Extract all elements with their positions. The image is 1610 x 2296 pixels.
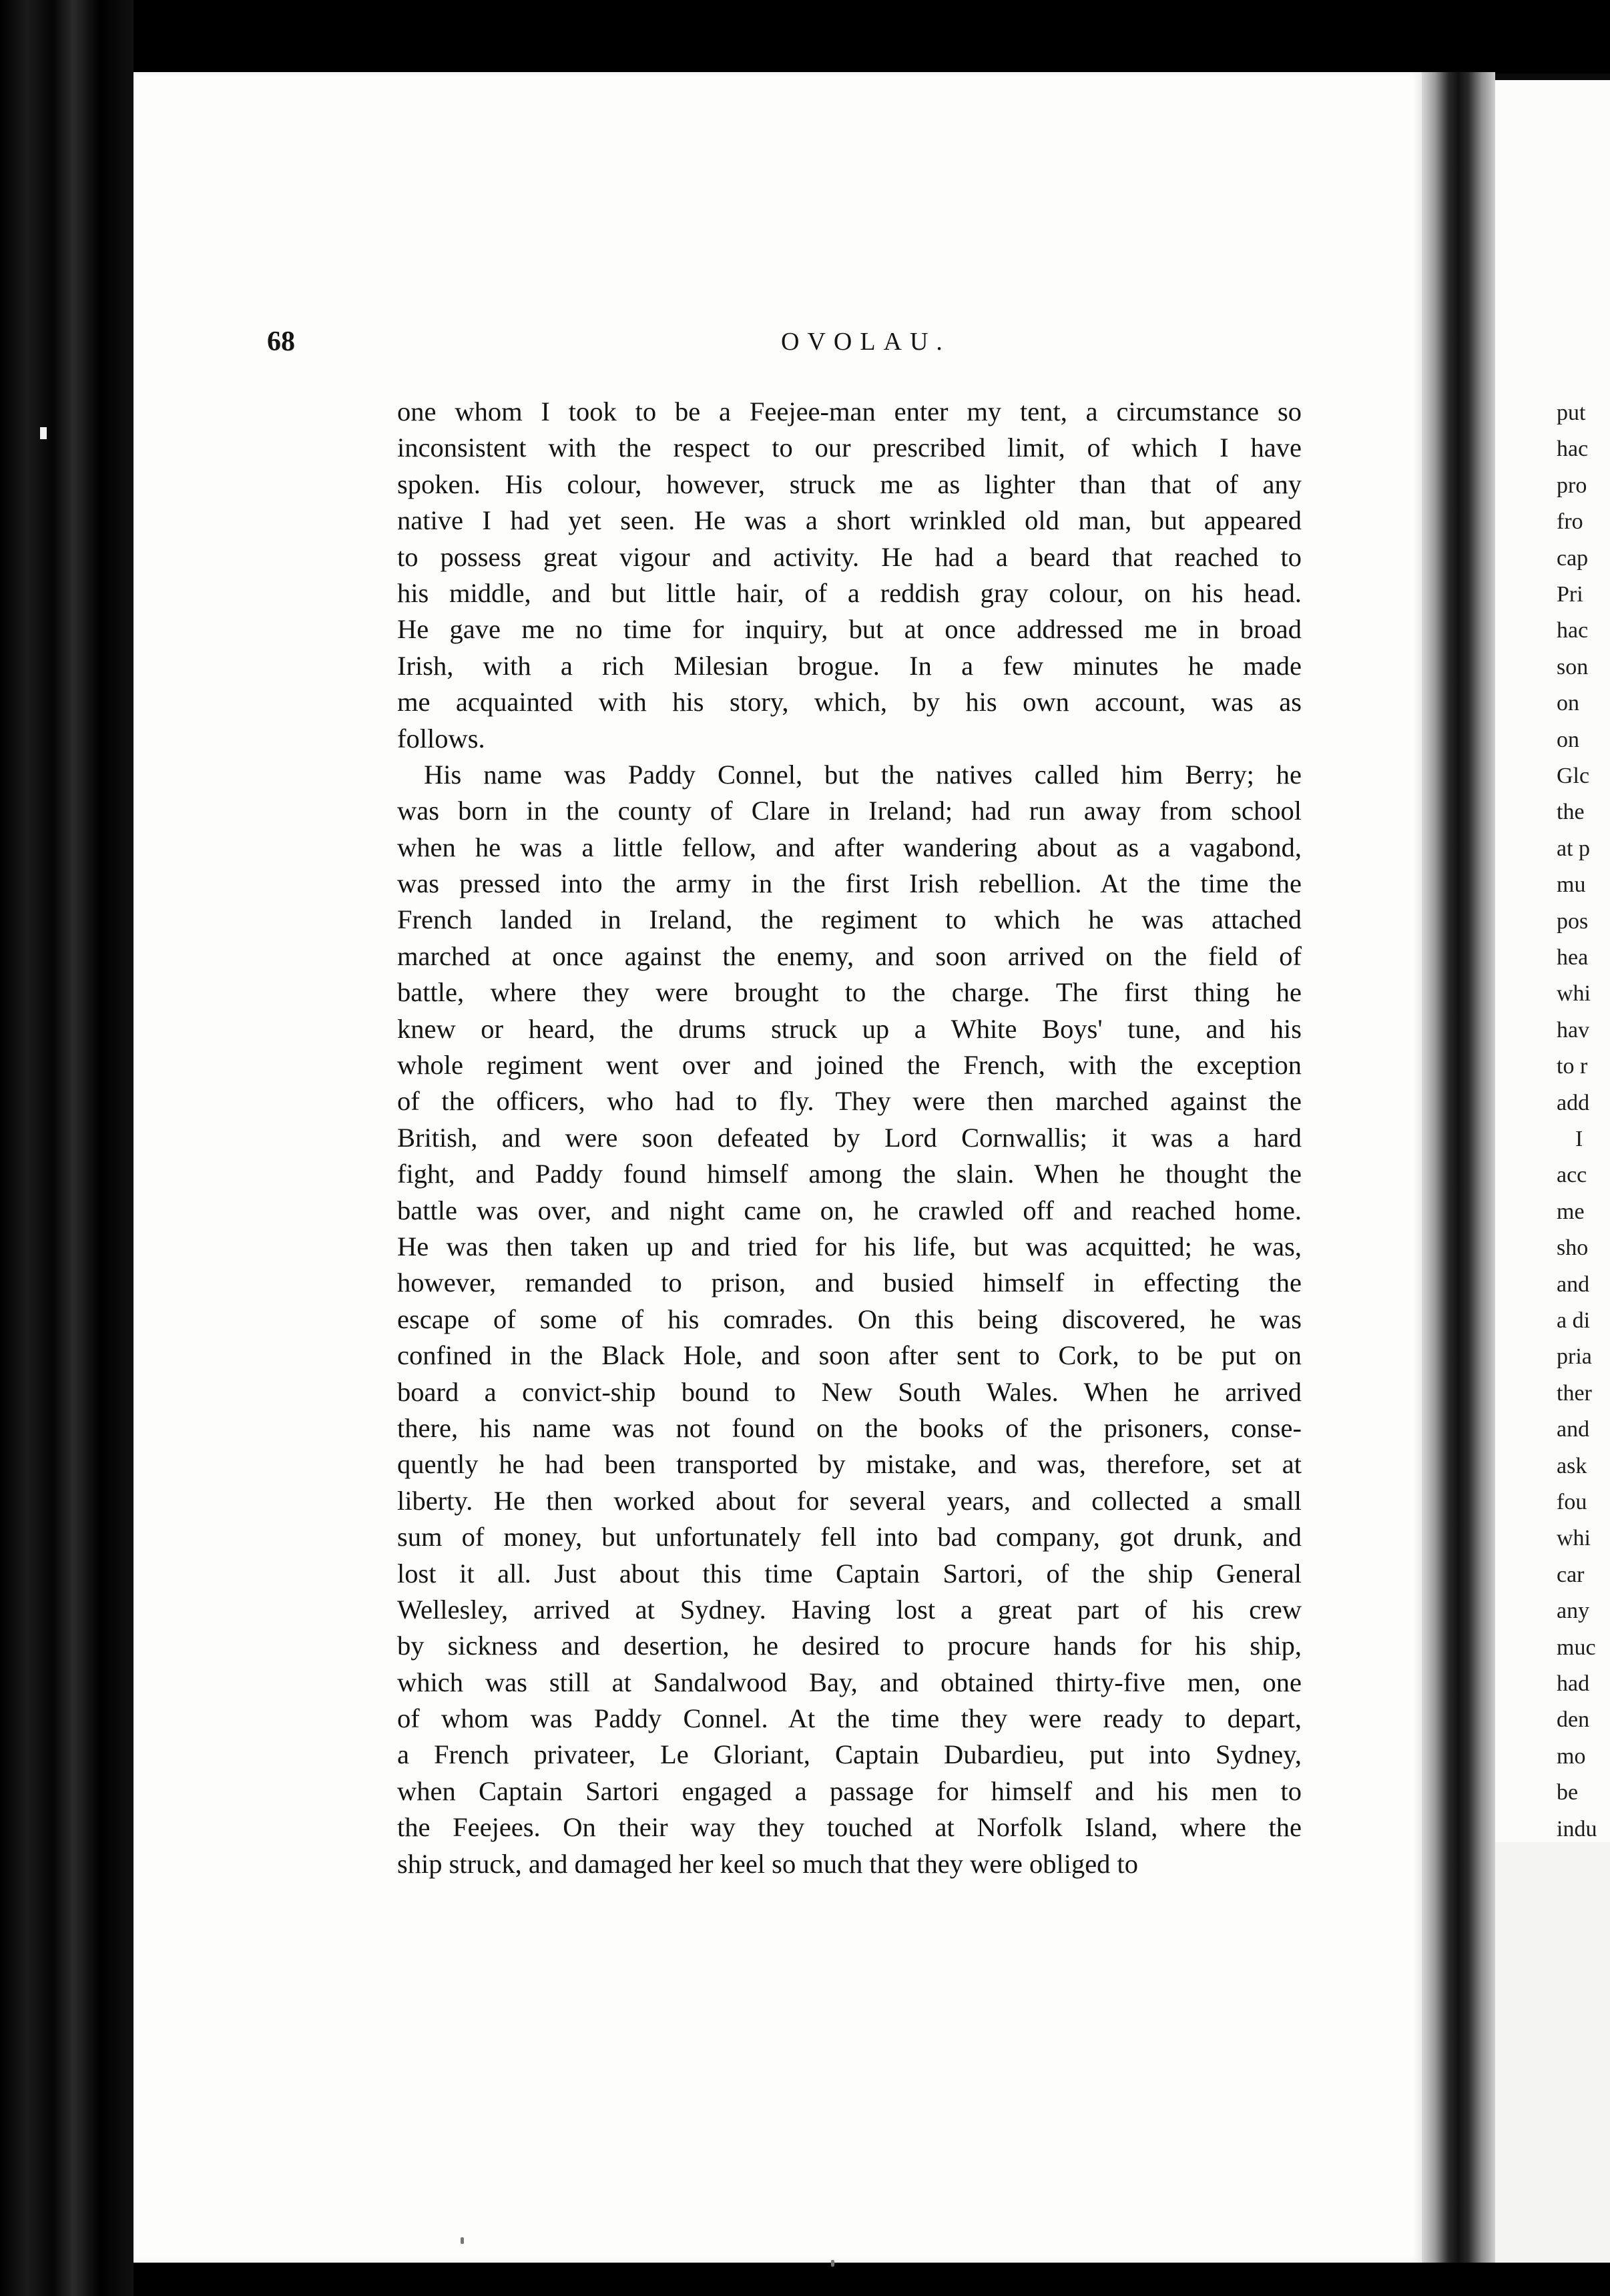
text-line: there, his name was not found on the books of the prisoners, conse- xyxy=(397,1412,1302,1443)
text-line: native I had yet seen. He was a short wrinkled old man, but appeared xyxy=(397,505,1302,536)
scanner-left-margin xyxy=(0,0,133,2296)
text-line: of whom was Paddy Connel. At the time they were ready to depart, xyxy=(397,1703,1302,1734)
facing-text-line: at p xyxy=(1557,836,1591,861)
facing-text-line: son xyxy=(1557,654,1589,679)
facing-text-line: muc xyxy=(1557,1635,1596,1660)
text-line: however, remanded to prison, and busied himself in effecting the xyxy=(397,1267,1302,1298)
text-line: His name was Paddy Connel, but the natives called him Berry; he xyxy=(424,759,1302,790)
text-line: sum of money, but unfortunately fell into bad company, got drunk, and xyxy=(397,1522,1302,1552)
facing-text-line: pos xyxy=(1557,908,1589,934)
text-line: when Captain Sartori engaged a passage for himself and his men to xyxy=(397,1775,1302,1806)
facing-text-line: me xyxy=(1557,1199,1585,1224)
text-line: knew or heard, the drums struck up a White Boys' tune, and his xyxy=(397,1013,1302,1044)
text-line: British, and were soon defeated by Lord Cornwallis; it was a hard xyxy=(397,1122,1302,1153)
text-line: He gave me no time for inquiry, but at once addressed me in broad xyxy=(397,614,1302,645)
text-line: marched at once against the enemy, and soon arrived on the field of xyxy=(397,940,1302,971)
facing-text-line: pria xyxy=(1557,1344,1592,1370)
facing-text-line: be xyxy=(1557,1780,1579,1805)
facing-text-line: den xyxy=(1557,1707,1590,1733)
facing-text-line: Glc xyxy=(1557,764,1590,788)
text-line: fight, and Paddy found himself among the slain. When he thought the xyxy=(397,1159,1302,1189)
facing-text-line: acc xyxy=(1557,1163,1587,1188)
text-line: Wellesley, arrived at Sydney. Having lost a great part of his crew xyxy=(397,1594,1302,1625)
text-line: inconsistent with the respect to our prescribed limit, of which I have xyxy=(397,433,1302,463)
scan-speck xyxy=(831,2260,834,2267)
text-line: was born in the county of Clare in Ireland; had run away from school xyxy=(397,796,1302,826)
text-line: ship struck, and damaged her keel so much that they were obliged to xyxy=(397,1848,1139,1879)
text-line: me acquainted with his story, which, by his own account, was as xyxy=(397,687,1302,718)
text-line: spoken. His colour, however, struck me as lighter than that of any xyxy=(397,469,1302,499)
text-line: escape of some of his comrades. On this being discovered, he was xyxy=(397,1304,1302,1334)
scan-speck xyxy=(461,2237,464,2244)
facing-text-line: whi xyxy=(1557,981,1591,1007)
facing-text-line: a di xyxy=(1557,1308,1591,1333)
facing-text-line: and xyxy=(1557,1271,1590,1297)
facing-text-line: car xyxy=(1557,1562,1585,1587)
text-line: to possess great vigour and activity. He had a beard that reached to xyxy=(397,541,1302,572)
facing-text-line: any xyxy=(1557,1599,1590,1624)
facing-text-line: Pri xyxy=(1557,582,1583,607)
facing-text-line: cap xyxy=(1557,545,1589,571)
facing-text-line: whi xyxy=(1557,1526,1591,1551)
text-line: Irish, with a rich Milesian brogue. In a few minutes he made xyxy=(397,650,1302,681)
text-line: whole regiment went over and joined the French, with the exception xyxy=(397,1050,1302,1081)
facing-text-line: on xyxy=(1557,691,1579,716)
text-line: confined in the Black Hole, and soon after sent to Cork, to be put on xyxy=(397,1340,1302,1371)
body-text xyxy=(397,394,1302,1882)
page-number: 68 xyxy=(267,326,295,357)
scanner-bottom-margin xyxy=(133,2263,1610,2296)
facing-text-line: fou xyxy=(1557,1490,1587,1514)
text-line: a French privateer, Le Gloriant, Captain Dubardieu, put into Sydney, xyxy=(397,1739,1302,1770)
text-line: French landed in Ireland, the regiment to which he was attached xyxy=(397,904,1302,935)
facing-text-line: mo xyxy=(1557,1743,1586,1769)
facing-text-line: hac xyxy=(1557,437,1589,462)
text-line: lost it all. Just about this time Captain Sartori, of the ship General xyxy=(397,1558,1302,1589)
text-line: quently he had been transported by mistake, and was, therefore, set at xyxy=(397,1449,1302,1480)
facing-text-line: to r xyxy=(1557,1054,1588,1079)
scanner-top-margin xyxy=(133,0,1610,73)
text-line: He was then taken up and tried for his life, but was acquitted; he was, xyxy=(397,1231,1302,1261)
text-line: of the officers, who had to fly. They were then marched against the xyxy=(397,1086,1302,1117)
text-line: by sickness and desertion, he desired to procure hands for his ship, xyxy=(397,1631,1302,1661)
facing-text-line: sho xyxy=(1557,1235,1589,1261)
facing-page-fragment xyxy=(1495,80,1610,1842)
facing-text-line: fro xyxy=(1557,509,1583,535)
facing-text-line: ther xyxy=(1557,1380,1592,1406)
text-line: follows. xyxy=(397,723,485,754)
facing-text-line: and xyxy=(1557,1417,1590,1442)
text-line: when he was a little fellow, and after wandering about as a vagabond, xyxy=(397,832,1302,862)
facing-text-line: hav xyxy=(1557,1017,1590,1043)
facing-text-line: pro xyxy=(1557,473,1587,498)
text-line: battle, where they were brought to the charge. The first thing he xyxy=(397,977,1302,1008)
text-line: battle was over, and night came on, he crawled off and reached home. xyxy=(397,1195,1302,1225)
facing-text-line: the xyxy=(1557,800,1585,825)
text-line: one whom I took to be a Feejee-man enter my tent, a circumstance so xyxy=(397,396,1302,426)
facing-page-lower xyxy=(1495,1842,1610,2263)
facing-text-line: on xyxy=(1557,727,1579,752)
text-line: liberty. He then worked about for several years, and collected a small xyxy=(397,1485,1302,1516)
facing-text-line: I xyxy=(1575,1127,1583,1151)
text-line: his middle, and but little hair, of a reddish gray colour, on his head. xyxy=(397,577,1302,608)
facing-text-line: mu xyxy=(1557,872,1586,898)
running-head: OVOLAU. xyxy=(781,328,951,356)
book-gutter xyxy=(1422,72,1495,2263)
facing-text-line: add xyxy=(1557,1090,1590,1115)
facing-text-line: put xyxy=(1557,400,1586,425)
facing-text-line: ask xyxy=(1557,1453,1587,1478)
text-line: board a convict-ship bound to New South Wales. When he arrived xyxy=(397,1376,1302,1407)
facing-text-line: hac xyxy=(1557,618,1589,643)
facing-text-line: indu xyxy=(1557,1816,1597,1841)
text-line: which was still at Sandalwood Bay, and obtained thirty-five men, one xyxy=(397,1667,1302,1697)
text-line: the Feejees. On their way they touched at Norfolk Island, where the xyxy=(397,1812,1302,1843)
text-line: was pressed into the army in the first Irish rebellion. At the time the xyxy=(397,868,1302,899)
facing-text-line: had xyxy=(1557,1671,1590,1696)
facing-text-line: hea xyxy=(1557,945,1589,970)
